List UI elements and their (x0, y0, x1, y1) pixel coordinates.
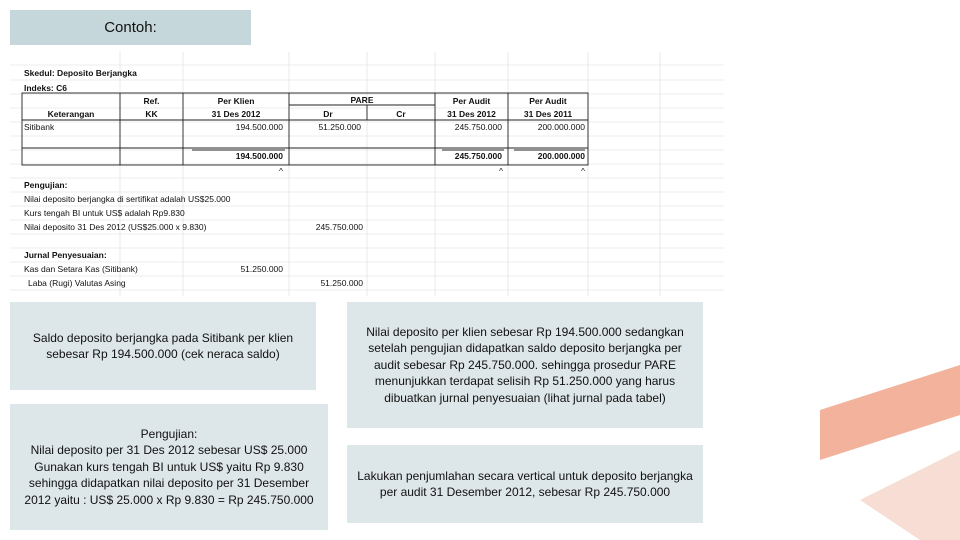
journal-heading: Jurnal Penyesuaian: (24, 250, 107, 260)
journal-debit-label: Kas dan Setara Kas (Sitibank) (24, 264, 138, 274)
journal-credit-label: Laba (Rugi) Valutas Asing (28, 278, 126, 288)
col-ref-1: Ref. (143, 96, 160, 106)
row-audit-2012: 245.750.000 (454, 122, 502, 132)
col-audit-2012-1: Per Audit (452, 96, 491, 106)
tickmark-per-klien: ^ (279, 166, 283, 176)
total-audit-2011: 200.000.000 (537, 151, 585, 161)
note-selisih-pare: Nilai deposito per klien sebesar Rp 194.500.000 sedangkan setelah pengujian didapatkan saldo deposito berjangka per audit sebesar Rp 245.750.000. sehingga prosedur PARE menunjukkan terdapat selisih Rp 51.250.000 yang harus dibuatkan jurnal penyesuaian (lihat jurnal pada tabel) (347, 302, 703, 428)
row-per-klien: 194.500.000 (235, 122, 283, 132)
row-label-sitibank: Sitibank (24, 122, 55, 132)
testing-line-3: Nilai deposito 31 Des 2012 (US$25.000 x 9.830) (24, 222, 207, 232)
col-dr: Dr (323, 109, 333, 119)
note-pengujian-title: Pengujian: (140, 426, 198, 441)
schedule-index: Indeks: C6 (24, 83, 67, 93)
testing-line-3-value: 245.750.000 (315, 222, 363, 232)
schedule-title: Skedul: Deposito Berjangka (24, 68, 137, 78)
note-penjumlahan: Lakukan penjumlahan secara vertical untuk deposito berjangka per audit 31 Desember 2012, sebesar Rp 245.750.000 (347, 445, 703, 523)
col-per-klien-1: Per Klien (217, 96, 255, 106)
row-dr: 51.250.000 (318, 122, 361, 132)
note-pengujian-body: Nilai deposito per 31 Des 2012 sebesar US$ 25.000 Gunakan kurs tengah BI untuk US$ yaitu Rp 9.830 sehingga didapatkan nilai deposito per 31 Desember 2012 yaitu : US$ 25.000 x Rp 9.830 = Rp 245.750.000 (24, 443, 314, 507)
accent-light-shape (860, 450, 960, 540)
testing-heading: Pengujian: (24, 180, 68, 190)
journal-credit-value: 51.250.000 (320, 278, 363, 288)
audit-schedule-sheet (10, 52, 724, 296)
note-pengujian (10, 404, 328, 530)
total-per-klien: 194.500.000 (235, 151, 283, 161)
col-cr: Cr (396, 109, 406, 119)
sheet-gridlines (10, 52, 724, 296)
col-audit-2011-1: Per Audit (529, 96, 567, 106)
accent-band-shape (820, 365, 960, 460)
col-pare: PARE (350, 95, 374, 105)
col-audit-2012-2: 31 Des 2012 (447, 109, 496, 119)
col-per-klien-2: 31 Des 2012 (211, 109, 261, 119)
row-audit-2011: 200.000.000 (537, 122, 585, 132)
col-keterangan: Keterangan (47, 109, 95, 119)
decorative-accent-shapes (820, 360, 960, 540)
note-saldo-klien: Saldo deposito berjangka pada Sitibank per klien sebesar Rp 194.500.000 (cek neraca saldo) (10, 302, 316, 390)
total-audit-2012: 245.750.000 (454, 151, 502, 161)
testing-line-2: Kurs tengah BI untuk US$ adalah Rp9.830 (24, 208, 185, 218)
testing-line-1: Nilai deposito berjangka di sertifikat adalah US$25.000 (24, 194, 231, 204)
tickmark-audit-2012: ^ (499, 166, 503, 176)
slide-title: Contoh: (10, 10, 251, 45)
col-ref-2: KK (145, 109, 158, 119)
tickmark-audit-2011: ^ (581, 166, 585, 176)
col-audit-2011-2: 31 Des 2011 (523, 109, 573, 119)
journal-debit-value: 51.250.000 (240, 264, 283, 274)
